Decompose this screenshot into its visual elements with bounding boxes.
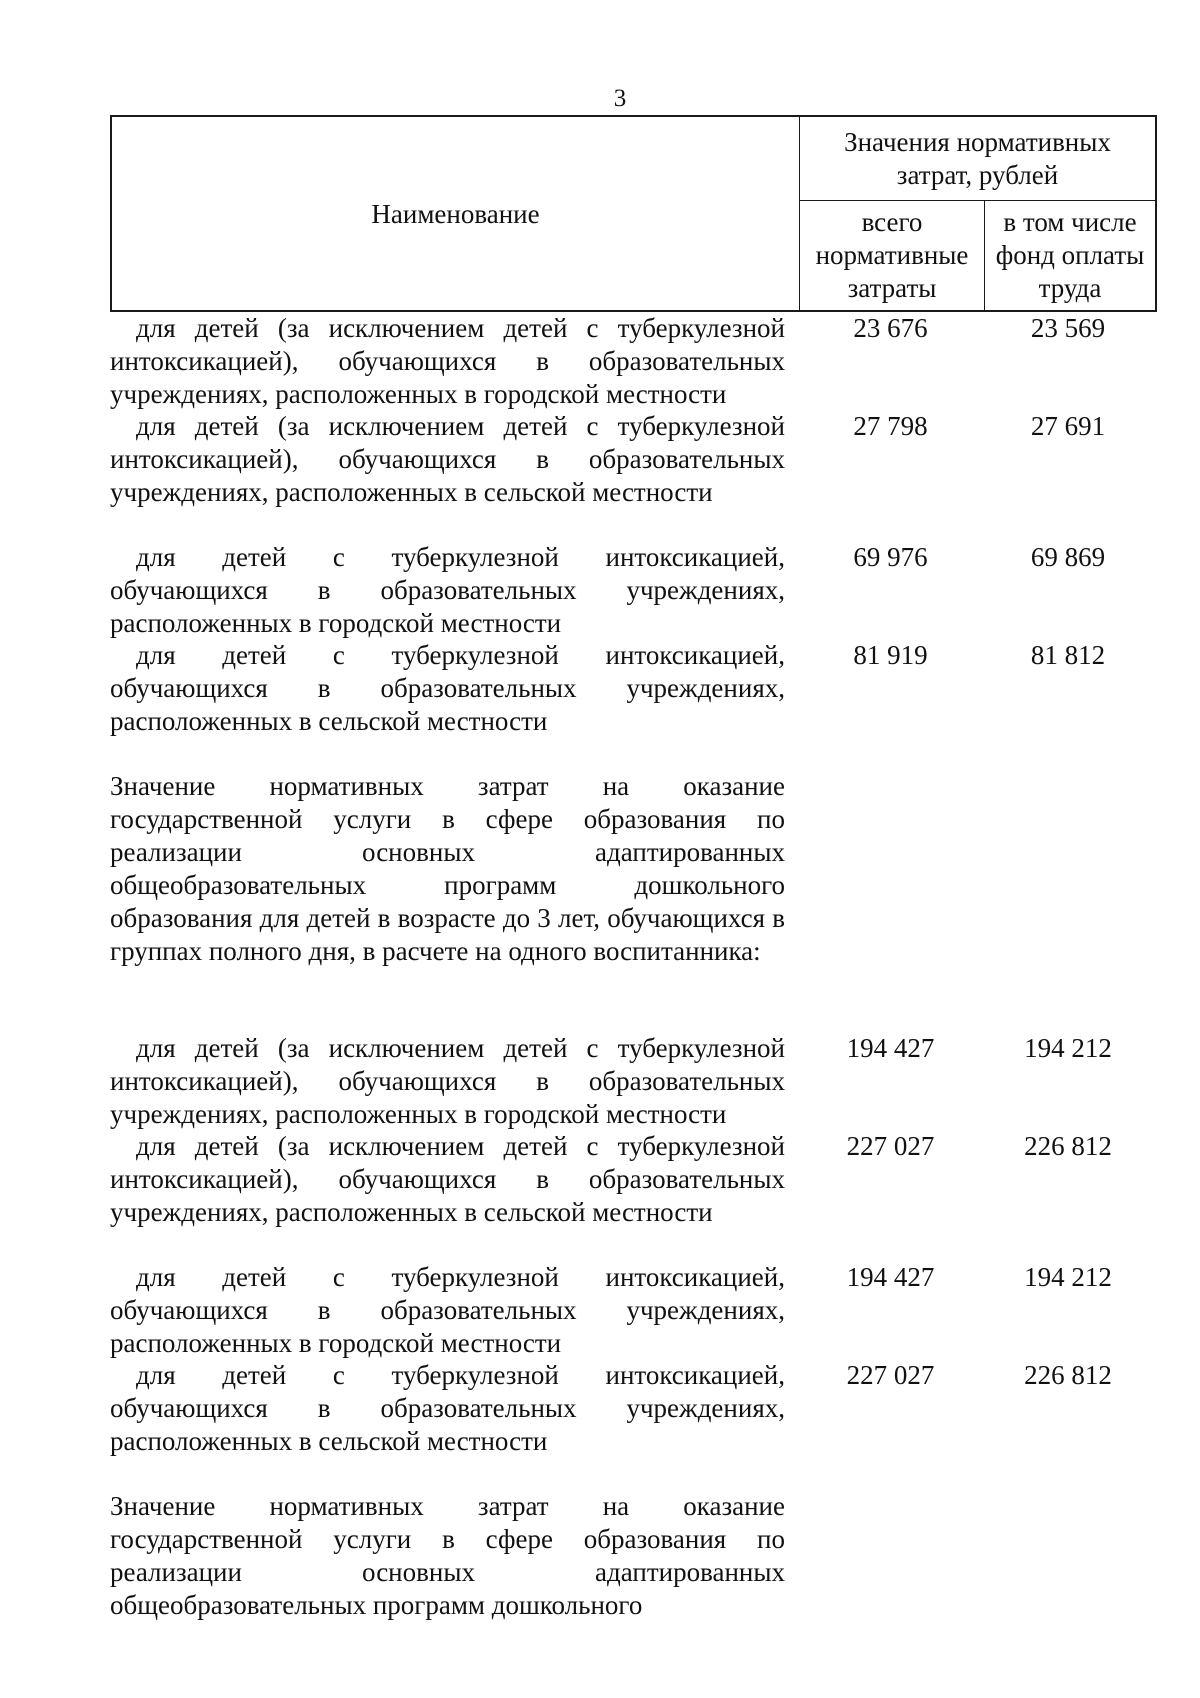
row-total-cost: 227 027 bbox=[846, 1131, 935, 1161]
row-name: для детей с туберкулезной интоксикацией, обучающихся в образовательных учреждениях, расположенных в городской местности bbox=[110, 1262, 785, 1358]
row-payroll: 81 812 bbox=[1030, 640, 1106, 670]
row-total-cost: 69 976 bbox=[853, 542, 928, 572]
row-payroll: 226 812 bbox=[1024, 1360, 1112, 1390]
table-header bbox=[110, 115, 1157, 312]
row-total-cost: 194 427 bbox=[846, 1033, 935, 1063]
row-total-cost: 27 798 bbox=[853, 411, 928, 441]
row-payroll: 27 691 bbox=[1030, 411, 1106, 441]
row-total-cost: 23 676 bbox=[853, 313, 928, 343]
section-heading: Значение нормативных затрат на оказание государственной услуги в сфере образования по реализации основных адаптированных общеобразовательных программ дошкольного bbox=[110, 1491, 785, 1620]
header-name-column: Наименование bbox=[112, 117, 800, 310]
header-payroll-column: в том числе фонд оплаты труда bbox=[995, 207, 1145, 303]
row-name: для детей с туберкулезной интоксикацией, обучающихся в образовательных учреждениях, расположенных в сельской местности bbox=[110, 640, 785, 736]
page-number: 3 bbox=[613, 85, 627, 112]
row-payroll: 226 812 bbox=[1024, 1131, 1112, 1161]
row-payroll: 23 569 bbox=[1030, 313, 1106, 343]
row-total-cost: 227 027 bbox=[846, 1360, 935, 1390]
row-name: для детей (за исключением детей с туберкулезной интоксикацией), обучающихся в образовательных учреждениях, расположенных в городской местности bbox=[110, 1033, 785, 1129]
row-payroll: 194 212 bbox=[1024, 1262, 1112, 1292]
row-payroll: 69 869 bbox=[1030, 542, 1106, 572]
row-name: для детей (за исключением детей с туберкулезной интоксикацией), обучающихся в образовательных учреждениях, расположенных в сельской местности bbox=[110, 1131, 785, 1227]
row-name: для детей с туберкулезной интоксикацией, обучающихся в образовательных учреждениях, расположенных в городской местности bbox=[110, 542, 785, 638]
row-total-cost: 81 919 bbox=[853, 640, 928, 670]
row-name: для детей с туберкулезной интоксикацией, обучающихся в образовательных учреждениях, расположенных в сельской местности bbox=[110, 1360, 785, 1456]
row-name: для детей (за исключением детей с туберкулезной интоксикацией), обучающихся в образовательных учреждениях, расположенных в сельской местности bbox=[110, 411, 785, 507]
section-heading: Значение нормативных затрат на оказание государственной услуги в сфере образования по реализации основных адаптированных общеобразовательных программ дошкольного образования для детей в возрасте до 3 лет, обучающихся в группах полного дня, в расчете на одного воспитанника: bbox=[110, 771, 785, 966]
header-values-group: Значения нормативных затрат, рублей bbox=[800, 117, 1155, 201]
header-total-column: всего нормативные затраты bbox=[800, 201, 985, 310]
row-name: для детей (за исключением детей с туберкулезной интоксикацией), обучающихся в образовательных учреждениях, расположенных в городской местности bbox=[110, 313, 785, 409]
row-total-cost: 194 427 bbox=[846, 1262, 935, 1292]
row-payroll: 194 212 bbox=[1024, 1033, 1112, 1063]
